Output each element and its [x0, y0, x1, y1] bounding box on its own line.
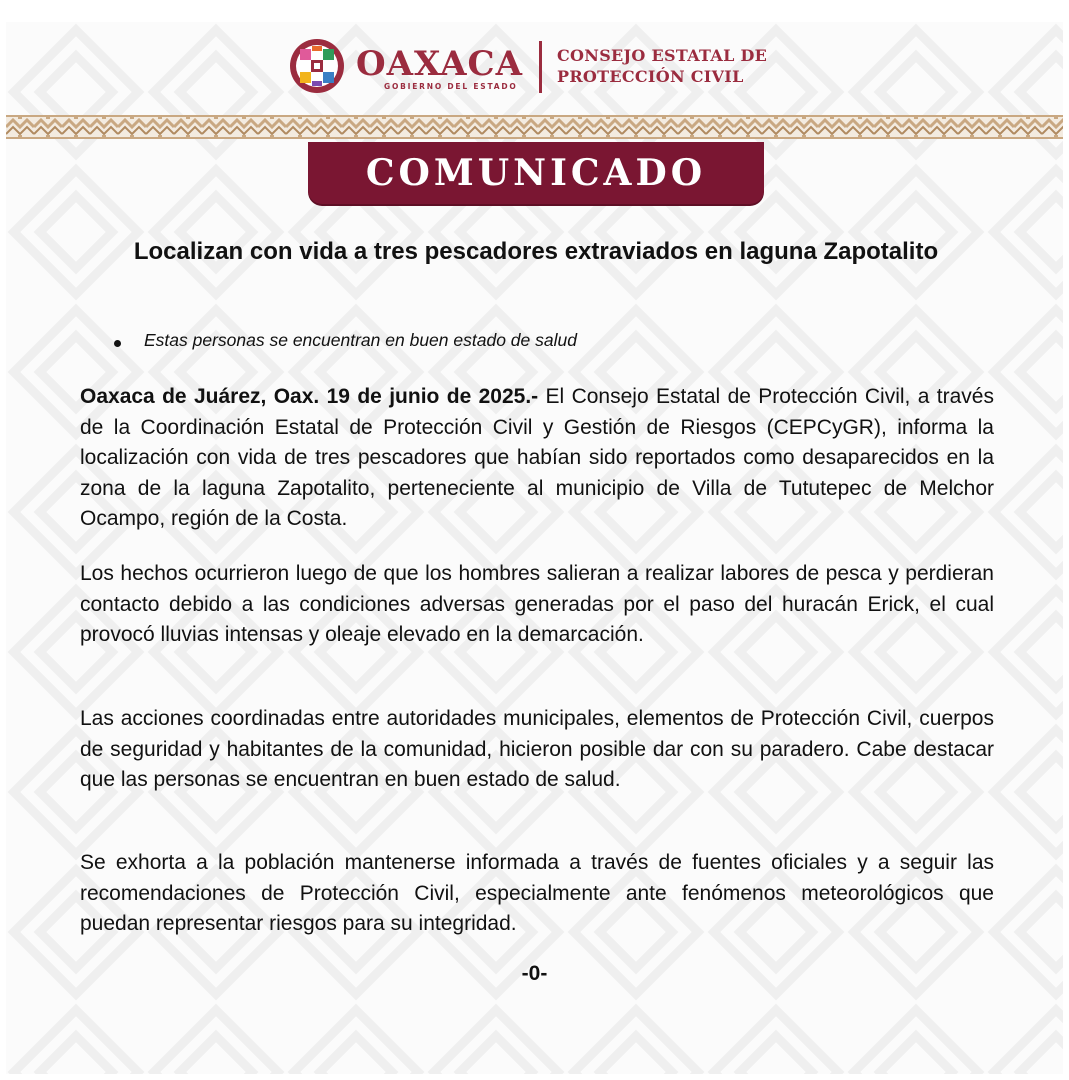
paragraph-2: Los hechos ocurrieron luego de que los hombres salieran a realizar labores de pesca y perdieran contacto debido a las condiciones adversas generadas por el paso del huracán Erick, el cual provocó lluvias intensas y oleaje elevado en la demarcación.: [80, 562, 994, 646]
press-release-page: [6, 22, 1063, 1074]
agency-name: [557, 45, 767, 87]
decorative-band: [6, 115, 1063, 139]
logo-wordmark: OAXACA: [356, 44, 523, 84]
comunicado-banner: [308, 142, 764, 204]
banner-label: COMUNICADO: [365, 152, 707, 194]
agency-line-2: PROTECCIÓN CIVIL: [557, 67, 744, 86]
dateline: Oaxaca de Juárez, Oax. 19 de junio de 2025.-: [80, 385, 539, 408]
oaxaca-emblem-icon: [289, 38, 345, 94]
agency-line-1: CONSEJO ESTATAL DE: [557, 46, 768, 65]
bullet-icon: [114, 340, 121, 347]
paragraph-4: Se exhorta a la población mantenerse informada a través de fuentes oficiales y a seguir las recomendaciones de Protección Civil, especialmente ante fenómenos meteorológicos que puedan representar riesgos para su integridad.: [80, 851, 994, 935]
summary-bullet: Estas personas se encuentran en buen estado de salud: [144, 330, 577, 350]
header-divider: [539, 41, 542, 93]
paragraph-1: [80, 382, 994, 535]
logo-subtitle: GOBIERNO DEL ESTADO: [384, 82, 518, 91]
headline: Localizan con vida a tres pescadores extraviados en laguna Zapotalito: [133, 238, 939, 265]
header: [6, 22, 1063, 112]
paragraph-1-body: El Consejo Estatal de Protección Civil, a través de la Coordinación Estatal de Protección Civil y Gestión de Riesgos (CEPCyGR), informa la localización con vida de tres pescadores que habían sido reportados como desaparecidos en la zona de la laguna Zapotalito, perteneciente al municipio de Villa de Tututepec de Melchor Ocampo, región de la Costa.: [80, 385, 994, 530]
closing-mark: -0-: [521, 962, 548, 985]
paragraph-3: Las acciones coordinadas entre autoridades municipales, elementos de Protección Civil, cuerpos de seguridad y habitantes de la comunidad, hicieron posible dar con su paradero. Cabe destacar que las personas se encuentran en buen estado de salud.: [80, 707, 994, 791]
